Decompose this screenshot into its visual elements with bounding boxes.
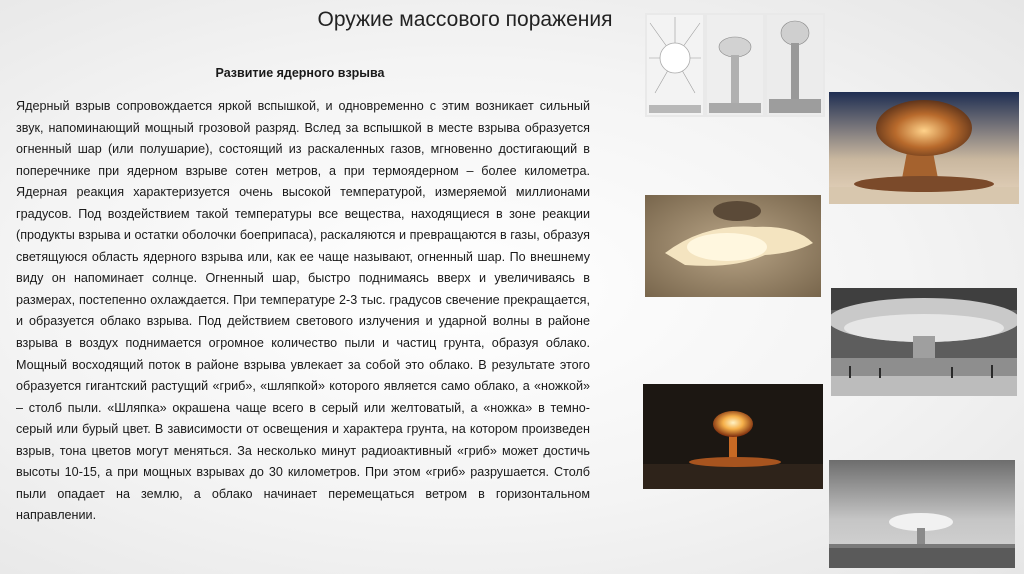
body-paragraph: Ядерный взрыв сопровождается яркой вспышкой, и одновременно с этим возникает сильный звук, напоминающий мощный грозовой разряд. Вслед за вспышкой в месте взрыва образуется огненный шар (или полушарие), состоящий из раскаленных газов, мгновенно достигающий в поперечнике при ядерном взрыве сотен метров, а при термоядерном – более километра. Ядерная реакция характеризуется очень высокой температурой, измеряемой миллионами градусов. Под воздействием такой температуры все вещества, находящиеся в зоне реакции (продукты взрыва и остатки оболочки боеприпаса), раскаляются и превращаются в газы, образуя светящуюся область ядерного взрыва или, как ее чаще называют, огненный шар. По внешнему виду он напоминает солнце. Огненный шар, быстро поднимаясь вверх и увеличиваясь в размерах, постепенно охлаждается. При температуре 2-3 тыс. градусов свечение прекращается, и образуется облако взрыва. Под действием светового излучения и ударной волны в районе взрыва в воздух поднимается огромное количество пыли и частиц грунта, образуя облако. Мощный восходящий поток в районе взрыва увлекает за собой это облако. В результате этого образуется гигантский растущий «гриб», «шляпкой» которого является само облако, а «ножкой» – столб пыли. «Шляпка» окрашена чаще всего в серый или желтоватый, а «ножка» в темно-серый или бурый цвет. В зависимости от освещения и характера грунта, на котором произведен взрыв, тона цветов могут меняться. За несколько минут радиоактивный «гриб» может достичь высоты 10-15, а при мощных взрывах до 30 километров. При этом «гриб» разрушается. Столб пыли опадает на землю, а облако начинает перемещаться ветром в горизонтальном направлении. (16, 99, 590, 523)
desert-mushroom-cloud-icon (829, 460, 1015, 568)
slide-title: Оружие массового поражения (317, 8, 613, 31)
night-fireball-icon (643, 384, 823, 489)
fireball-sepia-icon (645, 195, 821, 297)
section-heading: Развитие ядерного взрыва (215, 66, 385, 80)
pacific-test-cloud-icon (831, 288, 1017, 396)
mushroom-cloud-orange-icon (829, 92, 1019, 204)
explosion-stages-drawing-icon (645, 13, 825, 117)
